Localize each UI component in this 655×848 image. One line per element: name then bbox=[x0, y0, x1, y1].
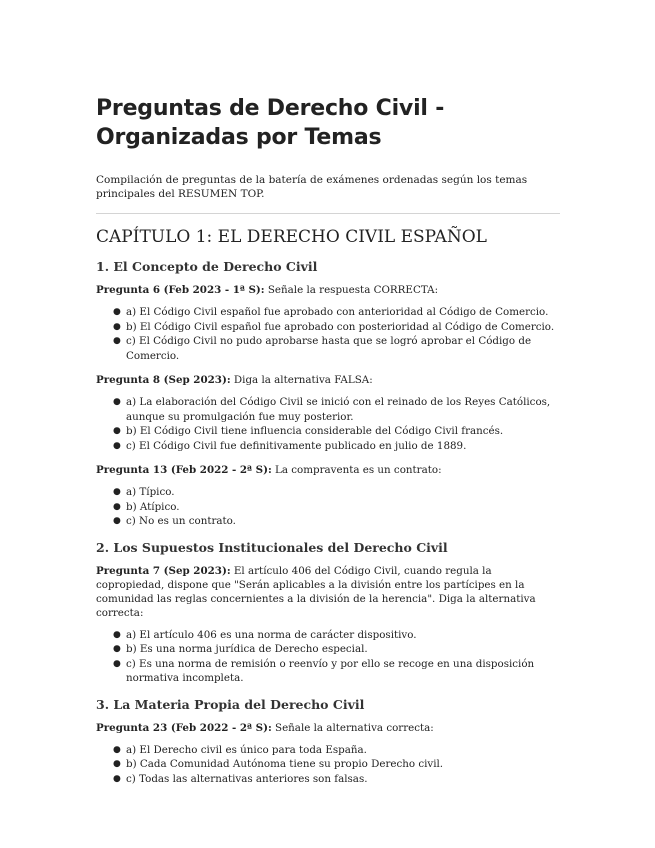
question-prompt: La compraventa es un contrato: bbox=[271, 464, 442, 476]
bullet-icon: ● bbox=[113, 744, 121, 755]
bullet-icon: ● bbox=[113, 336, 121, 346]
option-text: c) Todas las alternativas anteriores son falsas. bbox=[126, 772, 368, 785]
section-title: 1. El Concepto de Derecho Civil bbox=[96, 259, 318, 274]
bullet-icon: ● bbox=[113, 644, 121, 654]
option-text: c) El Código Civil no pudo aprobarse hasta que se logró aprobar el Código de Comercio. bbox=[126, 335, 532, 362]
question bbox=[96, 721, 560, 735]
option-text: a) El artículo 406 es una norma de carácter dispositivo. bbox=[126, 628, 417, 641]
option-text: b) Cada Comunidad Autónoma tiene su propio Derecho civil. bbox=[126, 758, 444, 770]
bullet-icon: ● bbox=[113, 397, 121, 407]
option-text: b) El Código Civil tiene influencia considerable del Código Civil francés. bbox=[126, 425, 504, 437]
section-materia bbox=[96, 696, 560, 787]
question-prompt: Señale la alternativa correcta: bbox=[271, 721, 434, 734]
list-item bbox=[113, 514, 560, 529]
list-item bbox=[113, 657, 560, 686]
question bbox=[96, 463, 560, 477]
option-text: c) El Código Civil fue definitivamente publicado en julio de 1889. bbox=[126, 439, 467, 452]
bullet-icon: ● bbox=[113, 321, 121, 332]
list-item bbox=[113, 500, 560, 515]
options-list bbox=[96, 628, 560, 686]
page-title: Preguntas de Derecho Civil - Organizadas por Temas bbox=[96, 96, 445, 150]
option-text: b) Atípico. bbox=[126, 500, 180, 513]
chapter-title: CAPÍTULO 1: EL DERECHO CIVIL ESPAÑOL bbox=[96, 227, 487, 247]
option-text: b) El Código Civil español fue aprobado con posterioridad al Código de Comercio. bbox=[126, 320, 555, 333]
bullet-icon: ● bbox=[113, 629, 121, 640]
options-list bbox=[96, 395, 560, 453]
list-item bbox=[113, 320, 560, 335]
question bbox=[96, 564, 560, 620]
bullet-icon: ● bbox=[113, 501, 121, 512]
section-title: 2. Los Supuestos Institucionales del Derecho Civil bbox=[96, 539, 448, 555]
bullet-icon: ● bbox=[113, 658, 121, 669]
question-prompt: Señale la respuesta CORRECTA: bbox=[264, 284, 439, 296]
document-page bbox=[96, 94, 560, 796]
question-prompt: El artículo 406 del Código Civil, cuando regula la copropiedad, dispone que "Serán aplicables a la división entre los partícipes en la comunidad las reglas concernientes a la división de la herencia". Diga la alternativa correcta: bbox=[96, 564, 536, 619]
option-text: a) La elaboración del Código Civil se inició con el reinado de los Reyes Católicos, aunque su promulgación fue muy posterior. bbox=[126, 396, 551, 423]
question-label: Pregunta 7 (Sep 2023): bbox=[96, 564, 231, 577]
intro-paragraph: Compilación de preguntas de la batería de exámenes ordenadas según los temas principales del RESUMEN TOP. bbox=[96, 174, 528, 200]
option-text: c) No es un contrato. bbox=[126, 515, 236, 527]
bullet-icon: ● bbox=[113, 759, 121, 769]
list-item bbox=[113, 485, 560, 500]
list-item bbox=[113, 334, 560, 363]
question-label: Pregunta 13 (Feb 2022 - 2ª S): bbox=[96, 464, 272, 476]
question bbox=[96, 373, 560, 387]
bullet-icon: ● bbox=[113, 440, 121, 451]
options-list bbox=[96, 305, 560, 363]
list-item bbox=[113, 424, 560, 439]
list-item bbox=[113, 757, 560, 772]
question-label: Pregunta 6 (Feb 2023 - 1ª S): bbox=[96, 284, 265, 296]
list-item bbox=[113, 772, 560, 787]
option-text: a) El Derecho civil es único para toda España. bbox=[126, 743, 367, 756]
option-text: a) El Código Civil español fue aprobado con anterioridad al Código de Comercio. bbox=[126, 306, 549, 318]
list-item bbox=[113, 305, 560, 320]
list-item bbox=[113, 395, 560, 424]
section-concepto bbox=[96, 258, 560, 529]
bullet-icon: ● bbox=[113, 516, 121, 526]
section-supuestos bbox=[96, 539, 560, 686]
question-label: Pregunta 8 (Sep 2023): bbox=[96, 374, 231, 386]
list-item bbox=[113, 628, 560, 643]
list-item bbox=[113, 743, 560, 758]
section-title: 3. La Materia Propia del Derecho Civil bbox=[96, 696, 365, 712]
divider bbox=[96, 213, 560, 214]
option-text: c) Es una norma de remisión o reenvío y por ello se recoge en una disposición normativa incompleta. bbox=[126, 657, 535, 684]
bullet-icon: ● bbox=[113, 307, 121, 317]
question-label: Pregunta 23 (Feb 2022 - 2ª S): bbox=[96, 721, 272, 734]
bullet-icon: ● bbox=[113, 426, 121, 436]
question bbox=[96, 283, 560, 297]
list-item bbox=[113, 439, 560, 454]
question-prompt: Diga la alternativa FALSA: bbox=[230, 374, 373, 386]
bullet-icon: ● bbox=[113, 487, 121, 497]
option-text: a) Típico. bbox=[126, 486, 175, 498]
bullet-icon: ● bbox=[113, 773, 121, 784]
options-list bbox=[96, 743, 560, 787]
list-item bbox=[113, 642, 560, 657]
options-list bbox=[96, 485, 560, 529]
option-text: b) Es una norma jurídica de Derecho especial. bbox=[126, 643, 368, 655]
